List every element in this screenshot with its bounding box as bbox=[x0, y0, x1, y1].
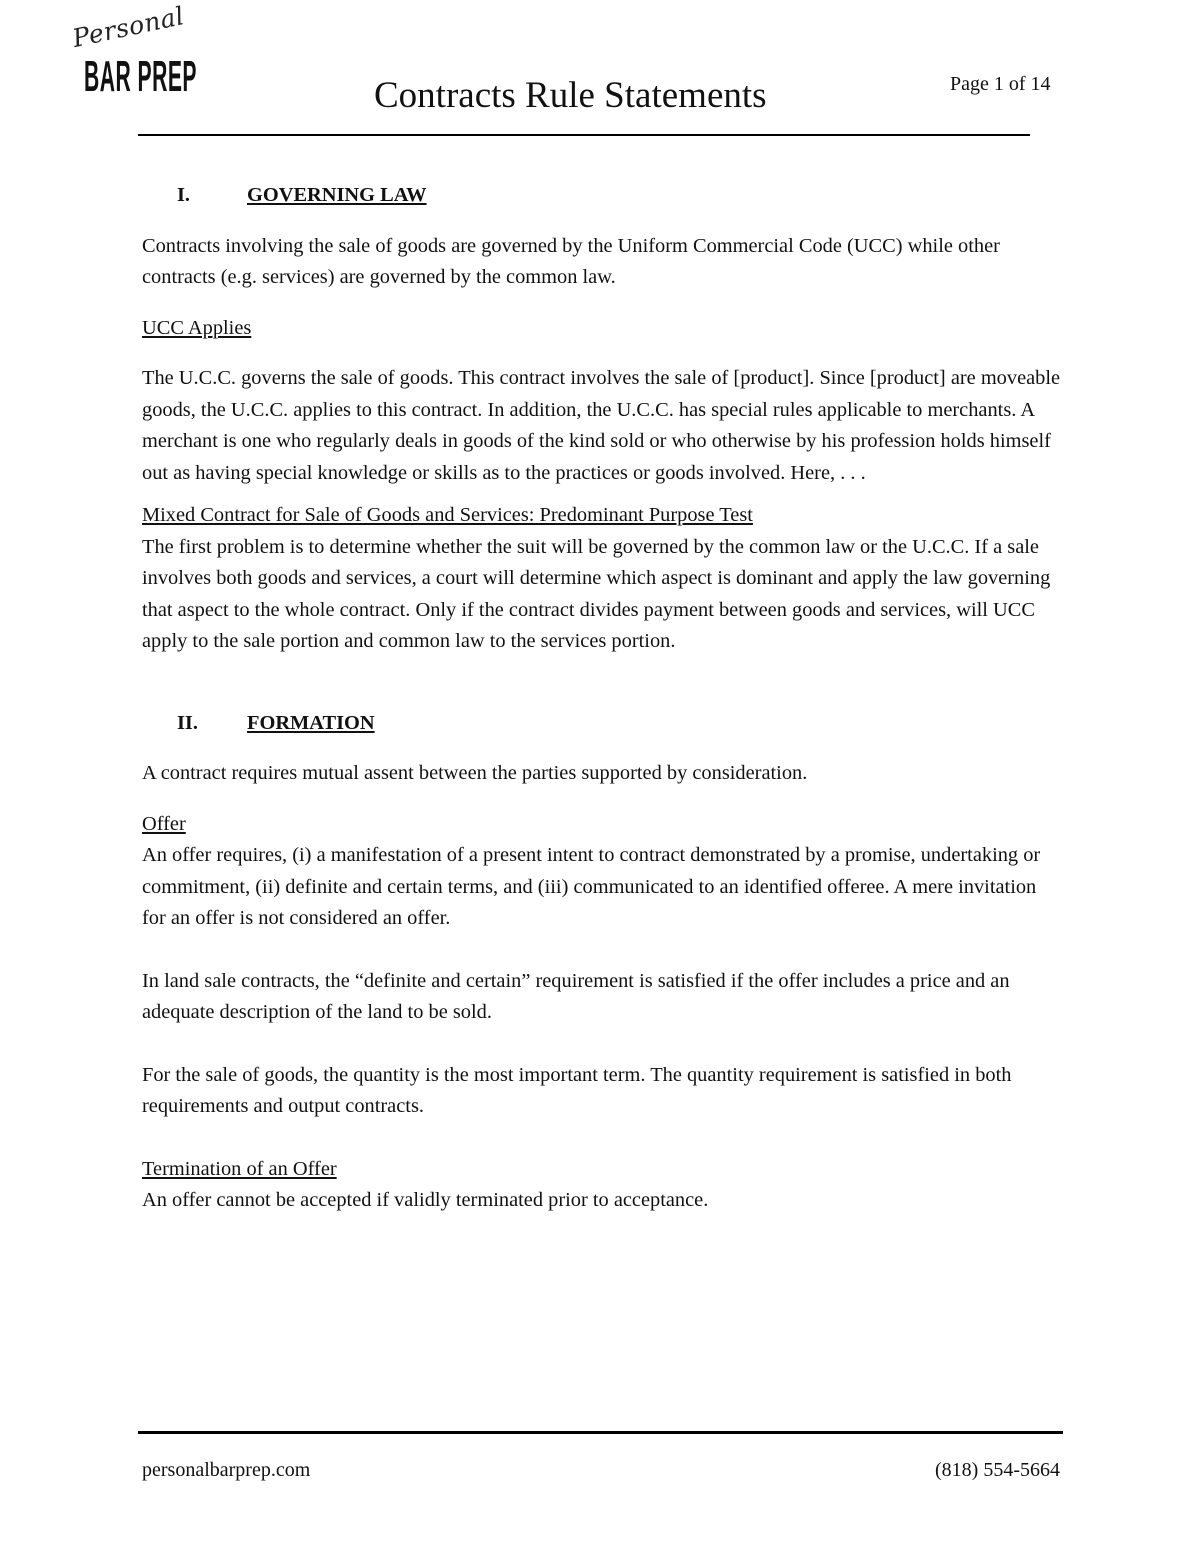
logo-script-text: Personal bbox=[69, 1, 187, 53]
section-title: GOVERNING LAW bbox=[247, 184, 427, 206]
logo-main-text: BAR PREP bbox=[84, 52, 197, 101]
governing-law-intro: Contracts involving the sale of goods are governed by the Uniform Commercial Code (UCC) while other contracts (e.g. services) are governed by the common law. bbox=[142, 234, 1000, 288]
section-title: FORMATION bbox=[247, 711, 375, 734]
footer-phone: (818) 554-5664 bbox=[935, 1459, 1060, 1481]
page-number: Page 1 of 14 bbox=[950, 73, 1051, 95]
footer-divider bbox=[138, 1431, 1063, 1434]
document-body bbox=[142, 180, 1062, 1217]
section-heading-formation bbox=[177, 708, 1062, 740]
termination-body: An offer cannot be accepted if validly terminated prior to acceptance. bbox=[142, 1189, 709, 1211]
section-number: I. bbox=[177, 184, 191, 206]
document-title: Contracts Rule Statements bbox=[374, 75, 767, 116]
ucc-applies-body: The U.C.C. governs the sale of goods. This contract involves the sale of [product]. Since [product] are moveable goods, the U.C.C. applies to this contract. In addition, the U.C.C. has special rules applicable to merchants. A merchant is one who regularly deals in goods of the kind sold or who otherwise by his profession holds himself out as having special knowledge or skills as to the practices or goods involved. Here, . . . bbox=[142, 367, 1061, 484]
sale-of-goods-paragraph: For the sale of goods, the quantity is the most important term. The quantity requirement is satisfied in both requirements and output contracts. bbox=[142, 1063, 1012, 1117]
subheading-termination: Termination of an Offer bbox=[142, 1157, 337, 1180]
mixed-contract-body: The first problem is to determine whether the suit will be governed by the common law or the U.C.C. If a sale involves both goods and services, a court will determine which aspect is dominant and apply the law governing that aspect to the whole contract. Only if the contract divides payment between goods and services, will UCC apply to the sale portion and common law to the services portion. bbox=[142, 535, 1051, 652]
subheading-mixed-contract: Mixed Contract for Sale of Goods and Services: Predominant Purpose Test bbox=[142, 504, 753, 526]
header-divider bbox=[138, 134, 1030, 136]
footer-website: personalbarprep.com bbox=[142, 1459, 311, 1481]
personal-bar-prep-logo bbox=[69, 1, 197, 102]
section-heading-governing-law bbox=[177, 180, 1062, 212]
subheading-offer: Offer bbox=[142, 812, 186, 835]
formation-intro: A contract requires mutual assent between the parties supported by consideration. bbox=[142, 762, 808, 784]
section-number: II. bbox=[177, 711, 198, 734]
land-sale-paragraph: In land sale contracts, the “definite and certain” requirement is satisfied if the offer includes a price and an adequate description of the land to be sold. bbox=[142, 969, 1010, 1023]
subheading-ucc-applies: UCC Applies bbox=[142, 316, 252, 339]
offer-body: An offer requires, (i) a manifestation of a present intent to contract demonstrated by a promise, undertaking or commitment, (ii) definite and certain terms, and (iii) communicated to an identified offeree. A mere invitation for an offer is not considered an offer. bbox=[142, 844, 1041, 929]
